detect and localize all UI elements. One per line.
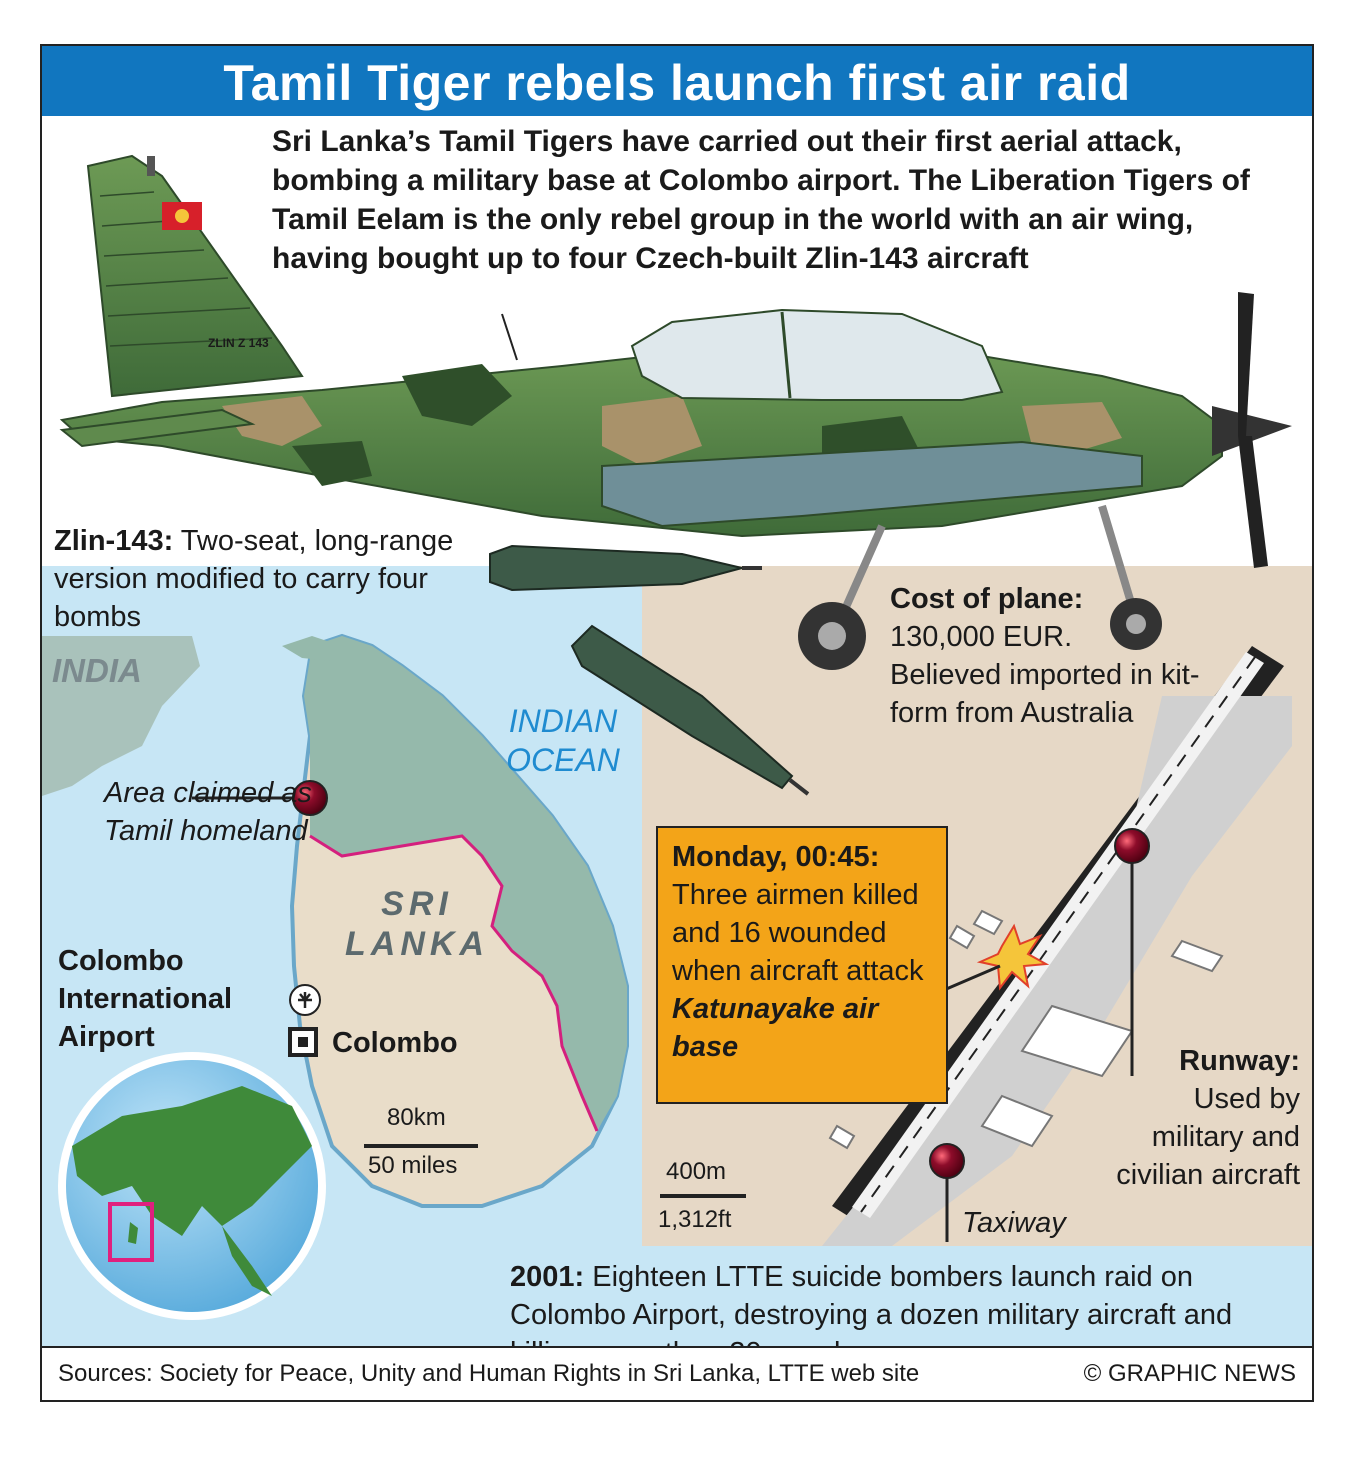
airbase-scale-ft: 1,312ft (658, 1206, 732, 1233)
taxiway-label: Taxiway (962, 1207, 1066, 1239)
zlin-label: Zlin-143: (54, 525, 174, 557)
map-scale-miles: 50 miles (368, 1152, 458, 1179)
map-label-ocean: INDIAN OCEAN (506, 703, 620, 778)
history-year: 2001: (510, 1261, 585, 1293)
footer (42, 1346, 1312, 1402)
infographic-frame (40, 44, 1314, 1402)
raid-text (672, 838, 942, 1066)
tail-marking: ZLIN Z 143 (208, 336, 269, 350)
map-scale-km: 80km (387, 1104, 446, 1131)
tamil-area-label: Area claimed as Tamil homeland (104, 777, 312, 847)
map-label-india: INDIA (52, 652, 142, 689)
airbase-scale-m: 400m (666, 1158, 727, 1185)
raid-callout (656, 826, 948, 1104)
raid-base: Katunayake air base (672, 993, 879, 1063)
zlin-desc: Two-seat, long-range version modified to carry four bombs (54, 525, 454, 633)
cost-label: Cost of plane: (890, 583, 1084, 615)
airport-label: Colombo International Airport (58, 945, 233, 1053)
map-label-sri-lanka: SRI LANKA (345, 885, 489, 963)
intro-text: Sri Lanka’s Tamil Tigers have carried out their first aerial attack, bombing a military base at Colombo airport. The Liberation Tigers of Tamil Eelam is the only rebel group in the world with an air wing, having bought up to four Czech-built Zlin-143 aircraft (272, 125, 1250, 275)
credit-text: © GRAPHIC NEWS (1083, 1360, 1296, 1387)
history-desc: Eighteen LTTE suicide bombers launch raid on Colombo Airport, destroying a dozen military aircraft and (510, 1261, 1233, 1331)
runway-label: Runway: (1179, 1045, 1300, 1077)
sources-text: Sources: Society for Peace, Unity and Human Rights in Sri Lanka, LTTE web site (58, 1360, 920, 1387)
cost-block (890, 580, 1220, 732)
cost-value: 130,000 EUR. (890, 621, 1073, 653)
page-title: Tamil Tiger rebels launch first air raid (223, 55, 1131, 111)
runway-block (1104, 1042, 1300, 1194)
zlin-description (54, 522, 474, 636)
colombo-label: Colombo (332, 1027, 458, 1059)
runway-desc: Used by military and civilian aircraft (1116, 1083, 1300, 1191)
raid-time: Monday, 00:45: (672, 841, 880, 873)
raid-desc: Three airmen killed and 16 wounded when aircraft attack (672, 879, 924, 987)
globe-inset (62, 1056, 322, 1316)
cost-desc: Believed imported in kit-form from Australia (890, 659, 1200, 729)
